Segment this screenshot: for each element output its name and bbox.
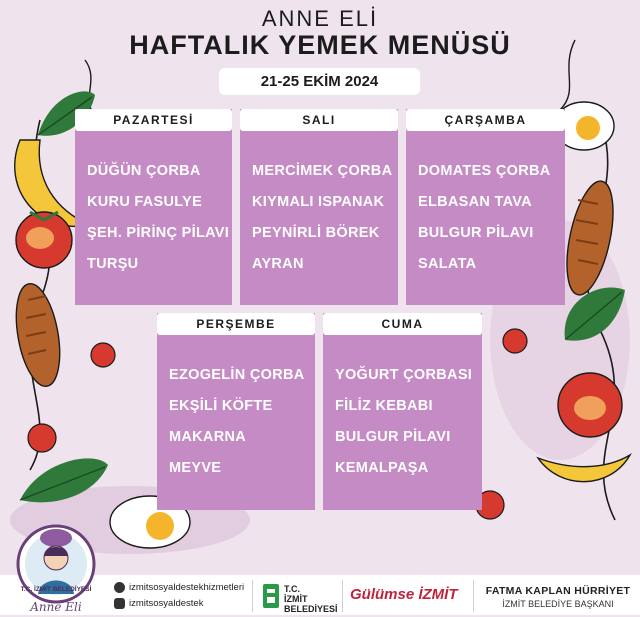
meal-item: MEYVE <box>169 460 222 476</box>
divider <box>342 580 343 612</box>
meal-item: DOMATES ÇORBA <box>418 163 551 179</box>
tomato-icon <box>16 212 72 268</box>
facebook-icon <box>114 582 125 593</box>
meal-item: KURU FASULYE <box>87 194 203 210</box>
meal-item: KIYMALI ISPANAK <box>252 194 385 210</box>
day-name: SALI <box>240 109 398 131</box>
date-range-badge: 21-25 EKİM 2024 <box>219 68 420 95</box>
mayor-signature <box>480 585 636 609</box>
day-card-persembe <box>157 313 315 510</box>
meal-item: ŞEH. PİRİNÇ PİLAVI <box>87 225 230 241</box>
meal-item: BULGUR PİLAVI <box>335 429 451 445</box>
page-title: HAFTALIK YEMEK MENÜSÜ <box>129 30 511 60</box>
facebook-handle: izmitsosyaldestekhizmetleri <box>129 582 245 593</box>
meal-list <box>169 367 311 491</box>
meal-item: FİLİZ KEBABI <box>335 398 433 414</box>
meal-item: MERCİMEK ÇORBA <box>252 163 393 179</box>
instagram-icon <box>114 598 125 609</box>
logo-name: Anne Eli <box>30 600 82 614</box>
divider <box>252 580 253 612</box>
meal-list <box>87 163 228 287</box>
day-name: PAZARTESİ <box>75 109 232 131</box>
tomato-icon <box>91 343 115 367</box>
meal-list <box>418 163 561 287</box>
day-name: ÇARŞAMBA <box>406 109 565 131</box>
meal-list <box>335 367 478 491</box>
instagram-link[interactable] <box>114 598 203 609</box>
meal-item: SALATA <box>418 256 477 272</box>
meal-item: PEYNİRLİ BÖREK <box>252 225 380 241</box>
anne-eli-logo <box>10 520 102 612</box>
municipality-line: İZMİT <box>284 594 308 604</box>
izmit-municipality-logo <box>262 582 338 614</box>
meal-item: ELBASAN TAVA <box>418 194 532 210</box>
facebook-link[interactable] <box>114 582 244 593</box>
meal-item: YOĞURT ÇORBASI <box>335 367 473 383</box>
day-card-carsamba <box>406 109 565 305</box>
tomato-icon <box>558 373 622 437</box>
meal-item: MAKARNA <box>169 429 247 445</box>
day-name: CUMA <box>323 313 482 335</box>
meal-item: EKŞİLİ KÖFTE <box>169 398 273 414</box>
municipality-line: T.C. <box>284 584 301 594</box>
chef-mother-icon <box>10 520 102 612</box>
meal-item: TURŞU <box>87 256 139 272</box>
mayor-role: İZMİT BELEDİYE BAŞKANI <box>502 599 614 609</box>
municipality-emblem-icon <box>262 583 280 609</box>
logo-caption: T.C. İZMİT BELEDİYESİ <box>20 586 92 593</box>
municipality-name <box>284 584 338 614</box>
bread-icon <box>9 280 66 389</box>
meal-item: AYRAN <box>252 256 304 272</box>
meal-item: EZOGELİN ÇORBA <box>169 367 305 383</box>
day-card-sali <box>240 109 398 305</box>
instagram-handle: izmitsosyaldestek <box>129 598 204 609</box>
meal-item: DÜĞÜN ÇORBA <box>87 163 201 179</box>
meal-item: KEMALPAŞA <box>335 460 429 476</box>
meal-item: BULGUR PİLAVI <box>418 225 534 241</box>
municipality-line: BELEDİYESİ <box>284 604 338 614</box>
day-card-pazartesi <box>75 109 232 305</box>
divider <box>473 580 474 612</box>
tomato-icon <box>503 329 527 353</box>
day-name: PERŞEMBE <box>157 313 315 335</box>
day-card-cuma <box>323 313 482 510</box>
mayor-name: FATMA KAPLAN HÜRRİYET <box>485 585 631 597</box>
brand-subtitle: ANNE ELİ <box>261 6 379 31</box>
slogan-logo: Gülümse İZMİT <box>350 586 458 603</box>
tomato-icon <box>28 424 56 452</box>
meal-list <box>252 163 394 287</box>
